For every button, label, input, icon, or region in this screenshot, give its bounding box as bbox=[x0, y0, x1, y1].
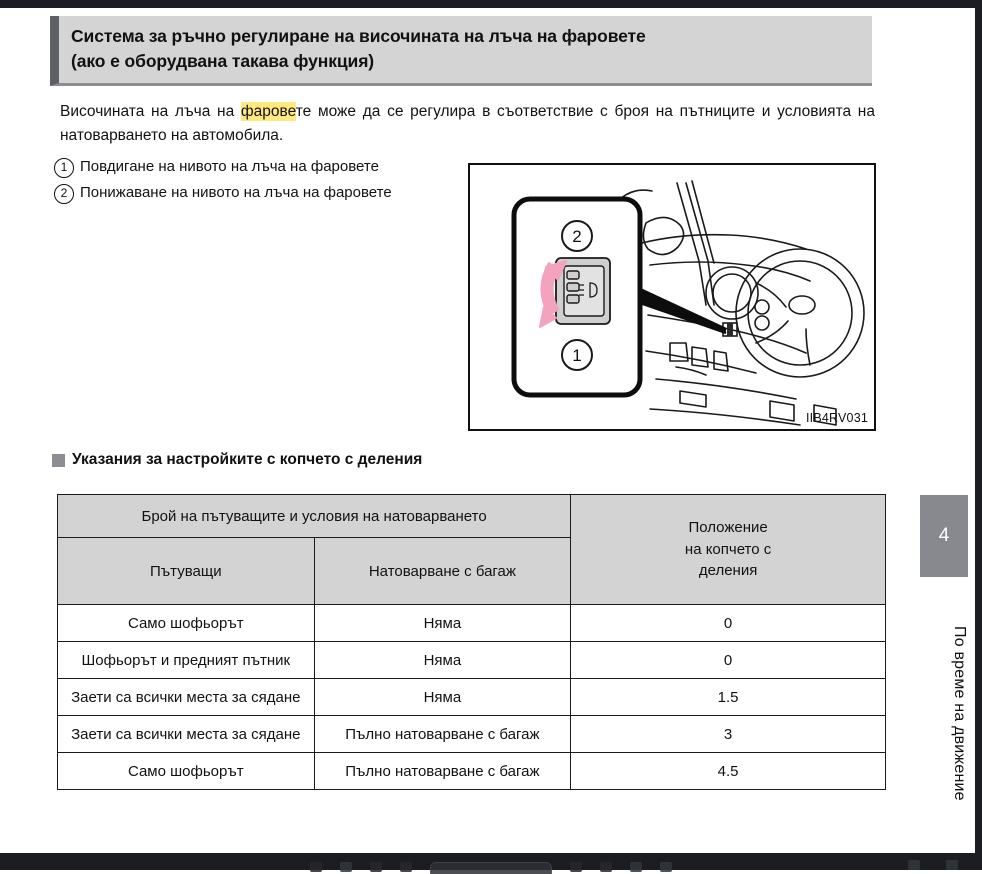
cell-passengers: Само шофьорът bbox=[58, 753, 315, 790]
list-item bbox=[54, 182, 454, 204]
table-row bbox=[58, 753, 886, 790]
table-header-position bbox=[571, 495, 886, 605]
subsection-heading-label: Указания за настройките с копчето с деления bbox=[72, 451, 423, 468]
taskbar bbox=[0, 853, 982, 870]
table-row bbox=[58, 716, 886, 753]
table-body bbox=[58, 605, 886, 790]
position-header-line-3: деления bbox=[698, 562, 758, 580]
callout-text-2: Понижаване на нивото на лъча на фаровете bbox=[80, 184, 392, 201]
cell-position: 0 bbox=[571, 642, 886, 679]
position-header-line-2: на копчето с bbox=[684, 540, 772, 558]
taskbar-icon-5[interactable] bbox=[570, 862, 582, 872]
intro-text-before: Височината на лъча на bbox=[60, 103, 241, 120]
subsection-marker-icon bbox=[52, 454, 65, 467]
position-header-line-1: Положение bbox=[688, 518, 768, 536]
section-heading-line-2: (ако е оборудвана такава функция) bbox=[71, 50, 375, 71]
tray-icon-2[interactable] bbox=[946, 860, 958, 870]
callout-text-1: Повдигане на нивото на лъча на фаровете bbox=[80, 158, 379, 175]
taskbar-icon-3[interactable] bbox=[370, 862, 382, 872]
cell-luggage: Няма bbox=[314, 679, 571, 716]
chapter-number: 4 bbox=[920, 495, 968, 577]
taskbar-tray bbox=[908, 860, 958, 870]
taskbar-icon-2[interactable] bbox=[340, 862, 352, 872]
cell-position: 1.5 bbox=[571, 679, 886, 716]
cell-position: 0 bbox=[571, 605, 886, 642]
section-heading-banner bbox=[50, 16, 872, 86]
cell-position: 3 bbox=[571, 716, 886, 753]
chapter-title-vertical: По време на движение bbox=[951, 626, 968, 801]
table-header-passengers: Пътуващи bbox=[58, 538, 315, 605]
table-header-row-top bbox=[58, 495, 886, 538]
cell-passengers: Шофьорът и предният пътник bbox=[58, 642, 315, 679]
illustration-svg bbox=[470, 165, 874, 429]
cell-luggage: Пълно натоварване с багаж bbox=[314, 753, 571, 790]
cell-position: 4.5 bbox=[571, 753, 886, 790]
taskbar-icon-1[interactable] bbox=[310, 862, 322, 872]
document-page bbox=[0, 8, 975, 853]
window-top-strip bbox=[0, 0, 982, 8]
callout-list bbox=[54, 156, 454, 208]
cell-luggage: Няма bbox=[314, 642, 571, 679]
illustration-code: IIB4RV031 bbox=[805, 411, 868, 425]
taskbar-icon-7[interactable] bbox=[630, 862, 642, 872]
illustration-callout-1: 1 bbox=[572, 346, 582, 365]
taskbar-icon-8[interactable] bbox=[660, 862, 672, 872]
taskbar-search-pill[interactable] bbox=[430, 862, 552, 874]
cell-passengers: Заети са всички места за сядане bbox=[58, 679, 315, 716]
section-heading-line-1: Система за ръчно регулиране на височината на лъча на фаровете bbox=[71, 26, 646, 46]
intro-paragraph bbox=[60, 100, 875, 149]
headlight-leveling-illustration bbox=[468, 163, 876, 431]
list-item bbox=[54, 156, 454, 178]
callout-number-circle-2: 2 bbox=[54, 184, 74, 204]
chapter-side-tab bbox=[920, 495, 968, 841]
cell-luggage: Пълно натоварване с багаж bbox=[314, 716, 571, 753]
table-row bbox=[58, 642, 886, 679]
table-header-luggage: Натоварване с багаж bbox=[314, 538, 571, 605]
highlighted-term: фарове bbox=[240, 103, 296, 120]
illustration-callout-2: 2 bbox=[572, 227, 582, 246]
window-right-strip bbox=[975, 0, 982, 870]
cell-luggage: Няма bbox=[314, 605, 571, 642]
taskbar-icon-6[interactable] bbox=[600, 862, 612, 872]
cell-passengers: Заети са всички места за сядане bbox=[58, 716, 315, 753]
intro-text-after: те може да се регулира в съответствие с броя на пътниците и условията на натоварването на автомобила. bbox=[60, 103, 875, 145]
taskbar-icon-4[interactable] bbox=[400, 862, 412, 872]
table-row bbox=[58, 679, 886, 716]
settings-table bbox=[57, 494, 886, 790]
callout-number-circle-1: 1 bbox=[54, 158, 74, 178]
window-bottom-strip bbox=[0, 853, 982, 870]
table-group-header: Брой на пътуващите и условия на натоварването bbox=[58, 495, 571, 538]
tray-icon-1[interactable] bbox=[908, 860, 920, 870]
cell-passengers: Само шофьорът bbox=[58, 605, 315, 642]
subsection-heading bbox=[52, 451, 422, 469]
table-row bbox=[58, 605, 886, 642]
